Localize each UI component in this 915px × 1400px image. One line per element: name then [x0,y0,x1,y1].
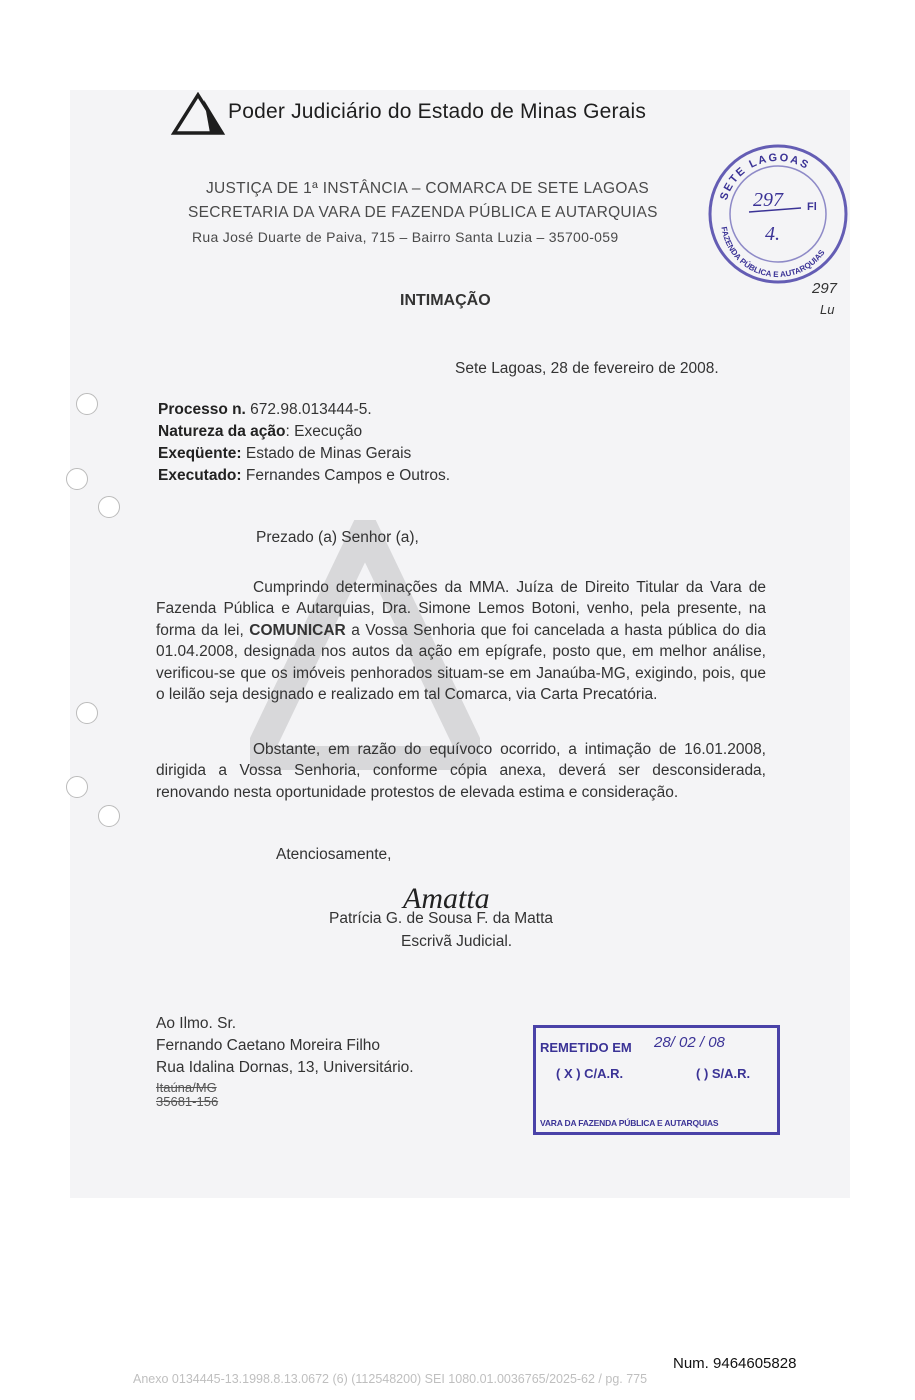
dispatch-stamp-date: 28/ 02 / 08 [654,1034,725,1051]
field-value: 672.98.013444-5. [245,401,372,418]
paragraph-1 [156,577,766,705]
punch-hole [76,393,98,415]
field-value: Estado de Minas Gerais [241,445,412,462]
signature-text: Amatta [403,882,490,915]
field-action-nature [158,423,362,441]
header-line-address: Rua José Duarte de Paiva, 715 – Bairro Santa Luzia – 35700-059 [192,229,619,245]
dispatch-stamp-option-sar: ( ) S/A.R. [696,1066,751,1081]
addressee-line-1: Ao Ilmo. Sr. [156,1015,237,1032]
punch-hole [98,805,120,827]
round-stamp-fl: Fl [807,201,817,213]
annex-footer: Anexo 0134445-13.1998.8.13.0672 (6) (112548200) SEI 1080.01.0036765/2025-62 / pg. 775 [133,1372,648,1386]
field-label: Executado: [158,467,242,484]
field-label: Exeqüente: [158,445,242,462]
round-stamp [703,140,853,288]
dispatch-stamp [533,1025,780,1135]
triangle-logo-icon [170,92,226,136]
addressee-street: Rua Idalina Dornas, 13, Universitário. [156,1059,414,1076]
closing: Atenciosamente, [276,846,392,863]
round-stamp-initial: 4. [765,223,780,245]
field-process [158,401,372,419]
header-line-secretariat: SECRETARIA DA VARA DE FAZENDA PÚBLICA E AUTARQUIAS [188,204,658,221]
place-date: Sete Lagoas, 28 de fevereiro de 2008. [455,360,719,377]
salutation: Prezado (a) Senhor (a), [256,529,419,546]
dispatch-stamp-option-car: ( X ) C/A.R. [556,1066,624,1081]
round-stamp-bottom-text: FAZENDA PÚBLICA E AUTARQUIAS [719,225,827,280]
institution-name: Poder Judiciário do Estado de Minas Gerais [228,100,647,123]
dispatch-stamp-footer: VARA DA FAZENDA PÚBLICA E AUTARQUIAS [540,1118,719,1128]
field-label: Natureza da ação [158,423,286,440]
round-stamp-folio: 297 [753,189,783,211]
header-line-court: JUSTIÇA DE 1ª INSTÂNCIA – COMARCA DE SETE LAGOAS [206,180,650,197]
paragraph-2: Obstante, em razão do equívoco ocorrido, a intimação de 16.01.2008, dirigida a Vossa Senhoria, conforme cópia anexa, deverá ser desconsiderada, renovando nesta oportunidade protestos de elevada estima e consideração. [156,741,766,801]
addressee-name: Fernando Caetano Moreira Filho [156,1037,381,1054]
document-title: INTIMAÇÃO [400,292,491,309]
round-stamp-top-text: SETE LAGOAS [717,151,812,202]
field-value: Fernandes Campos e Outros. [241,467,451,484]
addressee-city: Itaúna/MG [156,1080,217,1095]
signer-role: Escrivã Judicial. [401,933,513,950]
paragraph-1-text: Cumprindo determinações da MMA. Juíza de Direito Titular da Vara de Fazenda Pública e Autarquias, Dra. Simone Lemos Botoni, venho, pela presente, na forma da lei, [156,579,766,639]
field-defendant [158,467,450,485]
field-plaintiff [158,445,411,463]
document-number: Num. 9464605828 [673,1355,797,1372]
punch-hole [98,496,120,518]
signer-name: Patrícia G. de Sousa F. da Matta [329,910,554,927]
punch-hole [66,776,88,798]
addressee-zip: 35681-156 [156,1094,219,1109]
margin-folio-note: 297 [812,280,838,297]
dispatch-stamp-label: REMETIDO EM [540,1040,632,1055]
paragraph-1-text-end: a Vossa Senhoria que foi cancelada a hasta pública do dia 01.04.2008, designada nos autos da ação em epígrafe, posto que, em melhor análise, verificou-se que os imóveis penhorados situam-se em Janaúba-MG, exigindo, pois, que o leilão seja designado e realizado em tal Comarca, via Carta Precatória. [156,621,766,704]
field-label: Processo n. [158,401,246,418]
field-value: : Execução [285,423,363,440]
paragraph-1-emphasis: COMUNICAR [249,621,346,639]
punch-hole [76,702,98,724]
punch-hole [66,468,88,490]
margin-initials-note: Lu [820,302,835,317]
